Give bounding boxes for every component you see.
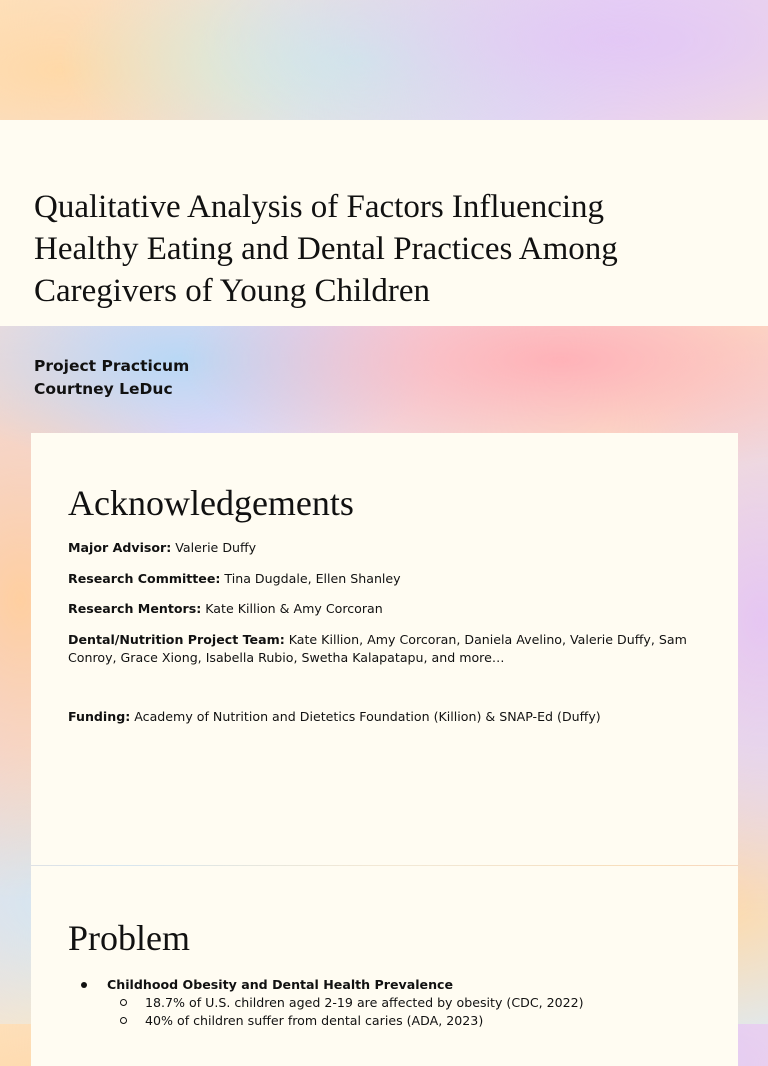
presentation-title: Qualitative Analysis of Factors Influencing Healthy Eating and Dental Practices Among Caregivers of Young Children [34, 189, 618, 309]
ack-label: Research Committee: [68, 570, 221, 586]
subtitle-author: Courtney LeDuc [34, 380, 173, 398]
ack-text: Kate Killion, Amy Corcoran, Daniela Avelino, Valerie Duffy, Sam Conroy, Grace Xiong, Isabella Rubio, Swetha Kalapatapu, and more… [68, 631, 687, 665]
ack-label: Major Advisor: [68, 540, 172, 555]
problem-slide [31, 866, 738, 1066]
acknowledgements-slide [31, 433, 738, 865]
ack-label: Funding: [68, 708, 131, 724]
ack-text: Academy of Nutrition and Dietetics Foundation (Killion) & SNAP-Ed (Duffy) [130, 708, 601, 724]
problem-sub-bullet: 40% of children suffer from dental caries (ADA, 2023) [68, 1012, 701, 1030]
problem-list [68, 976, 701, 1030]
title-slide-subtitle [34, 355, 189, 401]
ack-project-team [68, 631, 701, 667]
subtitle-course: Project Practicum [34, 357, 190, 375]
ack-major-advisor [68, 539, 701, 557]
ack-text: Tina Dugdale, Ellen Shanley [220, 570, 401, 586]
problem-heading: Problem [68, 918, 190, 958]
ack-research-committee [68, 570, 701, 588]
title-slide-band [0, 120, 768, 326]
problem-bullet: Childhood Obesity and Dental Health Prevalence [68, 976, 701, 994]
ack-funding [68, 708, 701, 726]
ack-text: Valerie Duffy [171, 540, 257, 555]
ack-research-mentors [68, 600, 701, 618]
ack-text: Kate Killion & Amy Corcoran [201, 601, 383, 616]
problem-sub-bullet: 18.7% of U.S. children aged 2-19 are affected by obesity (CDC, 2022) [68, 994, 701, 1012]
acknowledgements-heading: Acknowledgements [68, 483, 354, 523]
ack-label: Research Mentors: [68, 601, 202, 616]
ack-label: Dental/Nutrition Project Team: [68, 631, 285, 647]
acknowledgements-list [68, 539, 701, 726]
